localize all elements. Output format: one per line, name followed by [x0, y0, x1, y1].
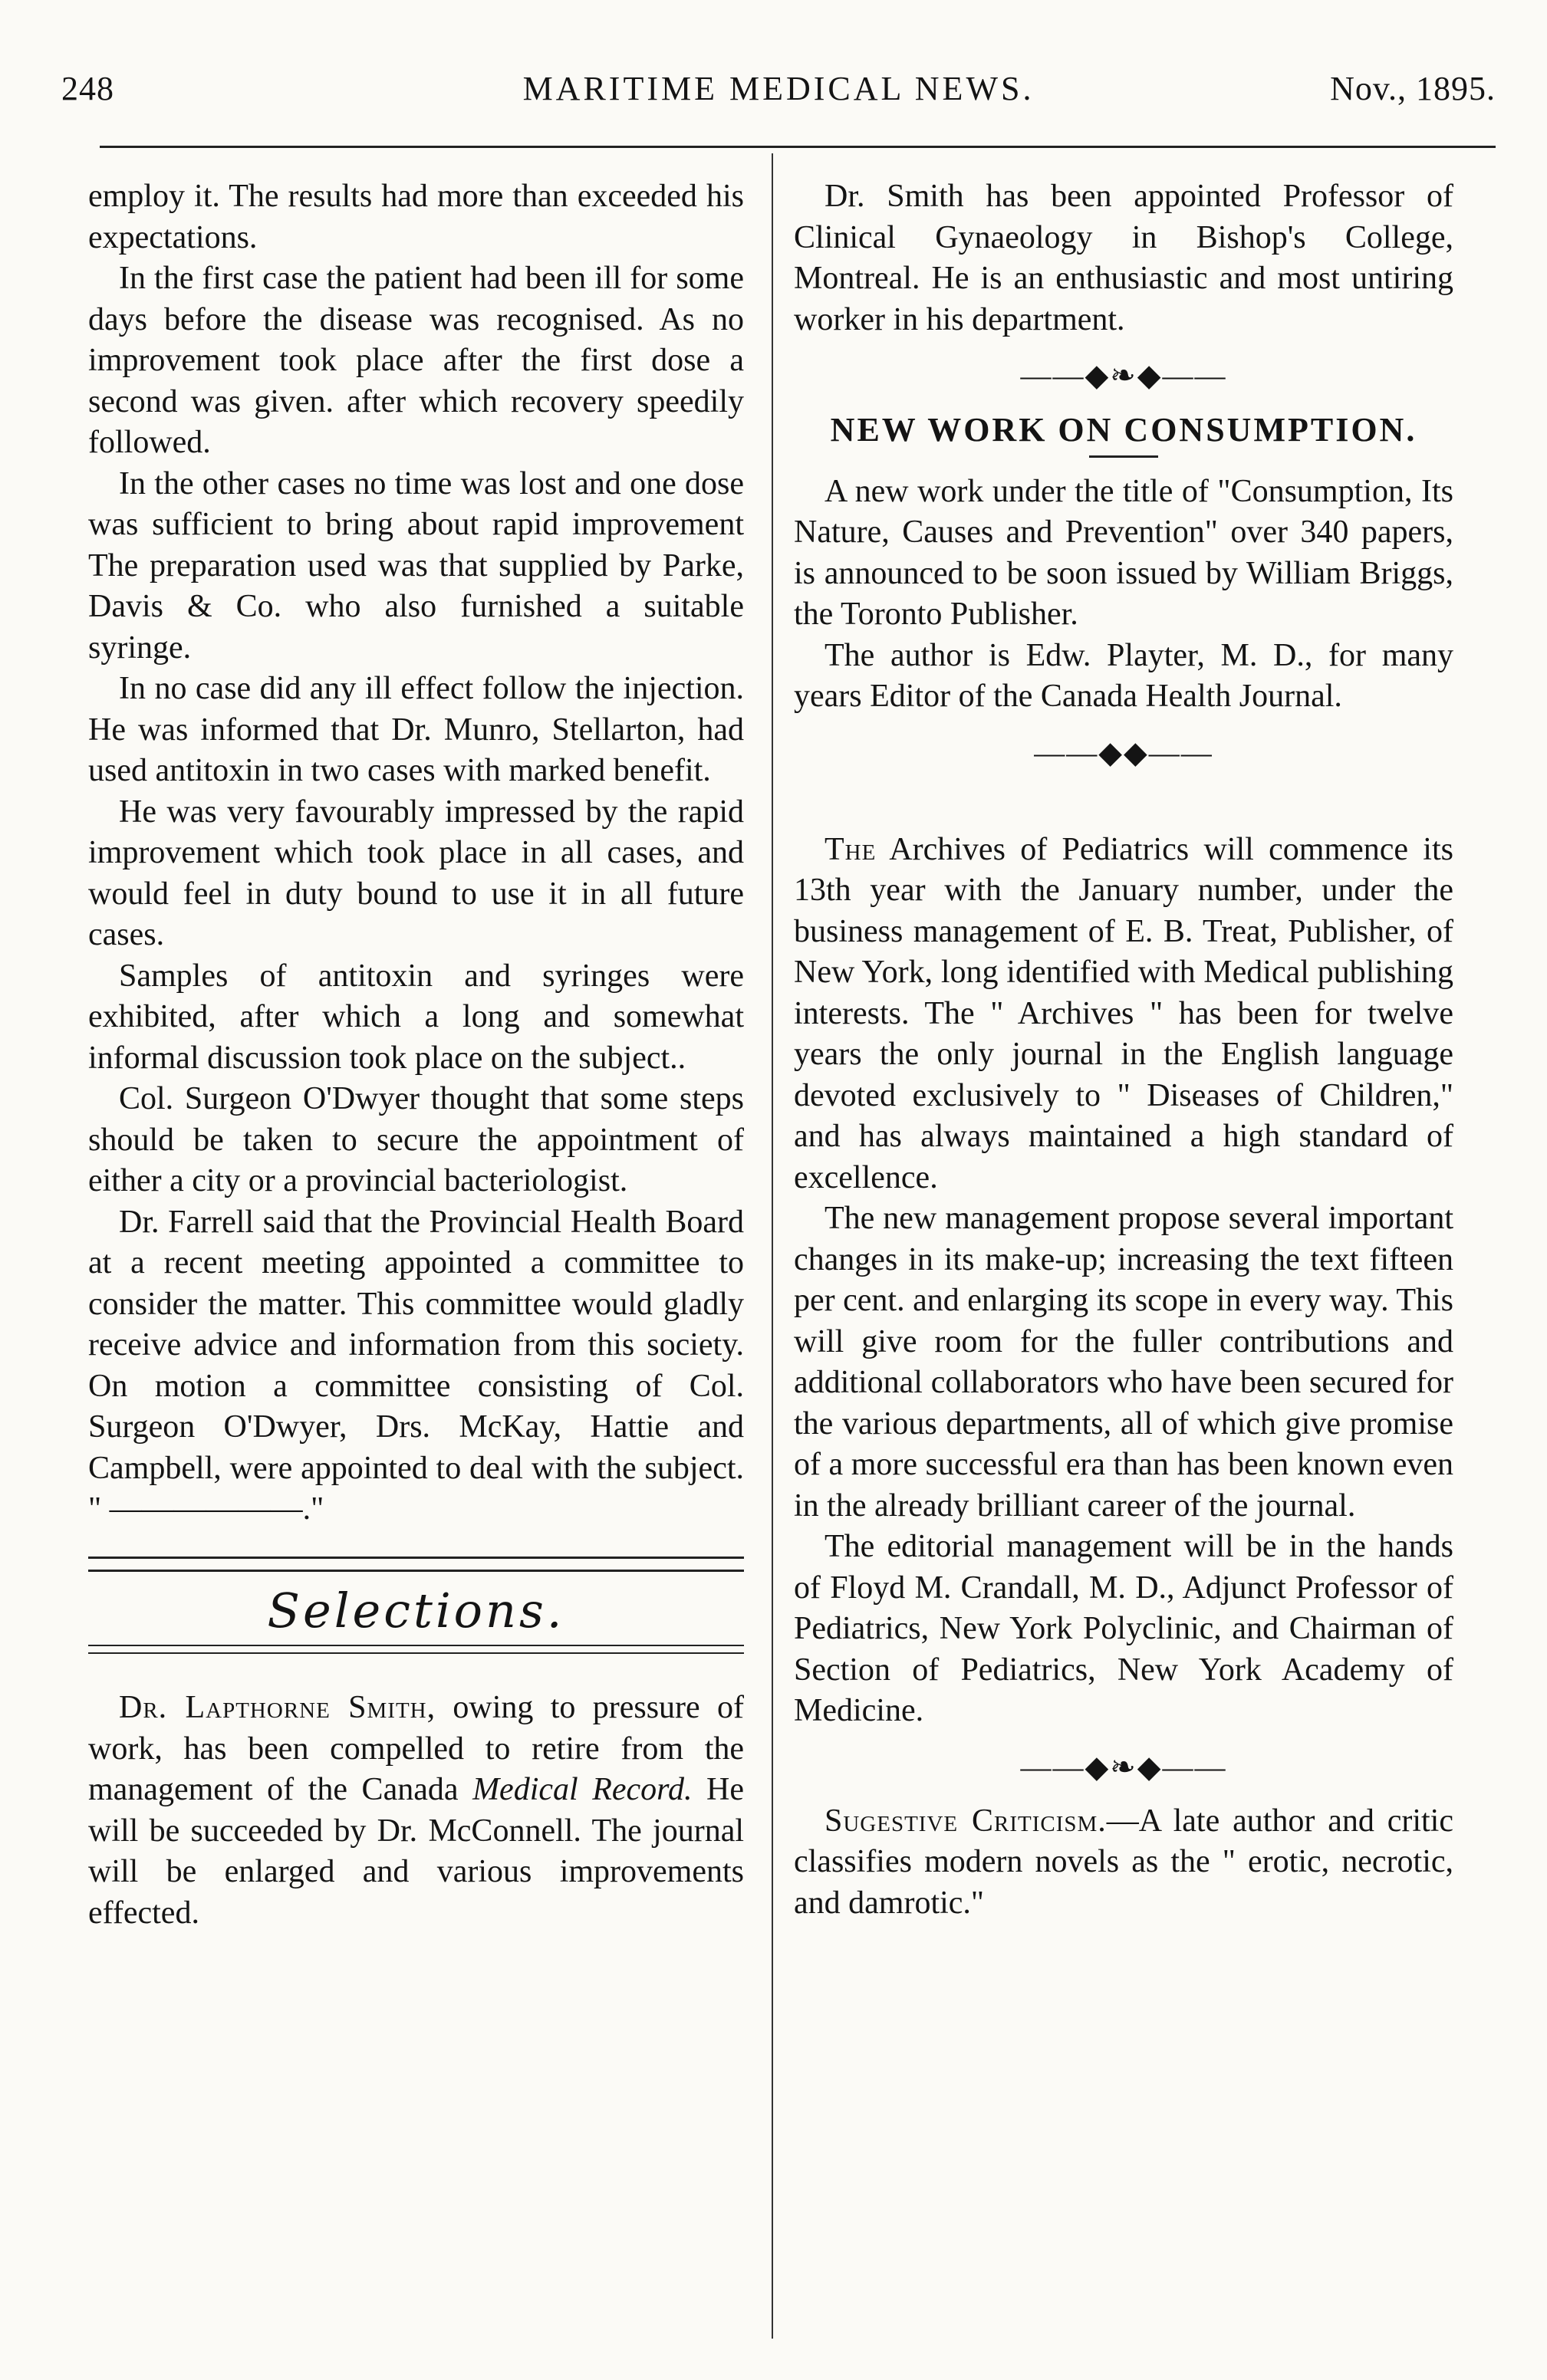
paragraph: The author is Edw. Playter, M. D., for many years Editor of the Canada Health Journal. [794, 637, 1453, 714]
paragraph: In the first case the patient had been ill for some days before the disease was recognised. As no improvement took place after the first dose a second was given. after which recovery speedily followed. [88, 261, 744, 460]
archives-notice [794, 830, 1453, 1199]
headline-rule [1089, 455, 1158, 458]
page-number: 248 [61, 70, 114, 107]
appointment-notice: Dr. Smith has been appointed Professor of Clinical Gynaeology in Bishop's College, Montreal. He is an enthusiastic and most untiring worker in his department. [794, 179, 1453, 337]
paragraph: Col. Surgeon O'Dwyer thought that some steps should be taken to secure the appointment of either a city or a provincial bacteriologist. [88, 1081, 744, 1198]
section-rule [88, 1645, 744, 1654]
notice-lead: The [825, 831, 877, 867]
journal-name: Medical Record. [472, 1772, 693, 1807]
column-divider [772, 153, 773, 2339]
paragraph: Dr. Farrell said that the Provincial Health Board at a recent meeting appointed a committee to consider the matter. This committee would gladly receive advice and information from this society. On motion a committee consisting of Col. Surgeon O'Dwyer, Drs. McKay, Hattie and Campbell, were appointed to deal with the subject. " ——————." [88, 1204, 744, 1527]
left-column [88, 176, 744, 1934]
smith-notice [88, 1688, 744, 1934]
notice-text: Archives of Pediatrics will commence its 13th year with the January number, under the business management of E. B. Treat, Publisher, of New York, long identified with Medical publishing interests. The " Archives " has been for twelve years the only journal in the English language devoted exclusively to " Diseases of Children," and has always maintained a high standard of excellence. [794, 831, 1453, 1195]
notice-text: —A late author and critic classifies modern novels as the " erotic, necrotic, and damrotic." [794, 1803, 1453, 1921]
paragraph: He was very favourably impressed by the rapid improvement which took place in all cases, and would feel in duty bound to use it in all future cases. [88, 794, 744, 952]
criticism-notice [794, 1801, 1453, 1925]
notice-lead: Dr. Lapthorne Smith, [119, 1690, 436, 1725]
article-headline: NEW WORK ON CONSUMPTION. [830, 411, 1417, 449]
issue-date: Nov., 1895. [1330, 70, 1496, 107]
ornament-divider: ——◆❧◆—— [1020, 1749, 1227, 1784]
paragraph: In the other cases no time was lost and one dose was sufficient to bring about rapid improvement The preparation used was that supplied by Parke, Davis & Co. who also furnished a suitable syringe. [88, 465, 744, 666]
page-header [61, 54, 1496, 115]
journal-title: MARITIME MEDICAL NEWS. [522, 70, 1035, 107]
ornament-divider: ——◆◆—— [1034, 735, 1213, 770]
spacer [794, 787, 1453, 830]
right-column [794, 176, 1453, 1924]
notice-text: owing to pressure of work, has been compelled to retire from the management of the Canada [88, 1690, 744, 1807]
paragraph: The editorial management will be in the hands of Floyd M. Crandall, M. D., Adjunct Professor of Pediatrics, New York Polyclinic, and Chairman of Section of Pediatrics, New York Academy of Medicine. [794, 1529, 1453, 1728]
section-rule [88, 1557, 744, 1572]
ornament-divider: ——◆❧◆—— [1020, 358, 1227, 393]
notice-text: He will be succeeded by Dr. McConnell. The journal will be enlarged and various improvements effected. [88, 1772, 745, 1931]
paragraph: A new work under the title of "Consumption, Its Nature, Causes and Prevention" over 340 papers, is announced to be soon issued by William Briggs, the Toronto Publisher. [794, 473, 1453, 632]
section-title: Selections. [267, 1582, 565, 1639]
paragraph: Samples of antitoxin and syringes were exhibited, after which a long and somewhat informal discussion took place on the subject.. [88, 958, 744, 1076]
paragraph: The new management propose several important changes in its make-up; increasing the text fifteen per cent. and enlarging its scope in every way. This will give room for the fuller contributions and additional collaborators who have been secured for the various departments, all of which give promise of a more successful era than has been known even in the already brilliant career of the journal. [794, 1201, 1453, 1524]
paragraph: In no case did any ill effect follow the injection. He was informed that Dr. Munro, Stellarton, had used antitoxin in two cases with marked benefit. [88, 671, 744, 788]
paragraph: employ it. The results had more than exceeded his expectations. [88, 179, 744, 255]
notice-lead: Sugestive Criticism. [825, 1803, 1107, 1839]
header-rule [100, 146, 1496, 148]
